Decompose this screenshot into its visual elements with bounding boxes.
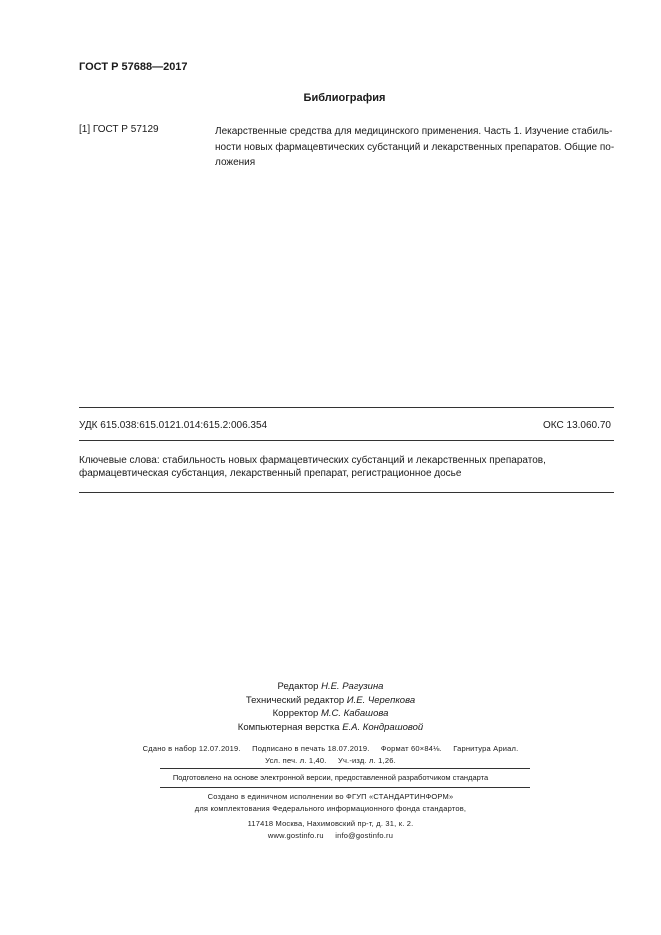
bibliography-title: Библиография <box>303 92 386 104</box>
imprint-block <box>0 743 661 767</box>
reference-key: [1] ГОСТ Р 57129 <box>79 124 159 135</box>
prepared-divider <box>160 787 530 788</box>
keywords-line: фармацевтическая субстанция, лекарственный препарат, регистрационное досье <box>79 468 462 479</box>
publisher-address: 117418 Москва, Нахимовский пр-т, д. 31, к. 2. <box>247 819 414 828</box>
credit-tech-editor: Технический редактор И.Е. Черепкова <box>245 694 416 706</box>
credit-layout: Компьютерная верстка Е.А. Кондрашовой <box>237 721 424 733</box>
reference-line: ности новых фармацевтических субстанций и лекарственных препаратов. Общие по- <box>215 141 615 153</box>
udk-code: УДК 615.038:615.0121.014:615.2:006.354 <box>79 420 268 431</box>
keywords-line: Ключевые слова: стабильность новых фармацевтических субстанций и лекарственных препаратов, <box>79 455 546 466</box>
prepared-note: Подготовлено на основе электронной версии, предоставленной разработчиком стандарта <box>172 773 489 782</box>
publisher-line: для комплектования Федерального информационного фонда стандартов, <box>194 804 467 813</box>
credit-editor: Редактор Н.Е. Рагузина <box>277 681 384 692</box>
reference-line: Лекарственные средства для медицинского применения. Часть 1. Изучение стабиль- <box>215 126 613 137</box>
publisher-contacts: www.gostinfo.ru info@gostinfo.ru <box>267 831 394 840</box>
credits-block <box>0 680 661 734</box>
publisher-line: Создано в единичном исполнении во ФГУП «СТАНДАРТИНФОРМ» <box>207 792 454 801</box>
divider-bottom <box>79 492 614 493</box>
credit-corrector: Корректор М.С. Кабашова <box>272 708 389 719</box>
publisher-block <box>0 791 661 842</box>
reference-text <box>215 124 621 171</box>
reference-line: ложения <box>215 157 256 168</box>
imprint-line: Сдано в набор 12.07.2019. Подписано в печать 18.07.2019. Формат 60×84⅛. Гарнитура Ариал. <box>142 744 519 753</box>
imprint-divider <box>160 768 530 769</box>
divider-middle <box>79 440 614 441</box>
divider-top <box>79 407 614 408</box>
document-code: ГОСТ Р 57688—2017 <box>79 61 188 73</box>
oks-code: ОКС 13.060.70 <box>543 420 611 431</box>
imprint-line: Усл. печ. л. 1,40. Уч.-изд. л. 1,26. <box>265 756 396 765</box>
keywords <box>79 454 614 480</box>
